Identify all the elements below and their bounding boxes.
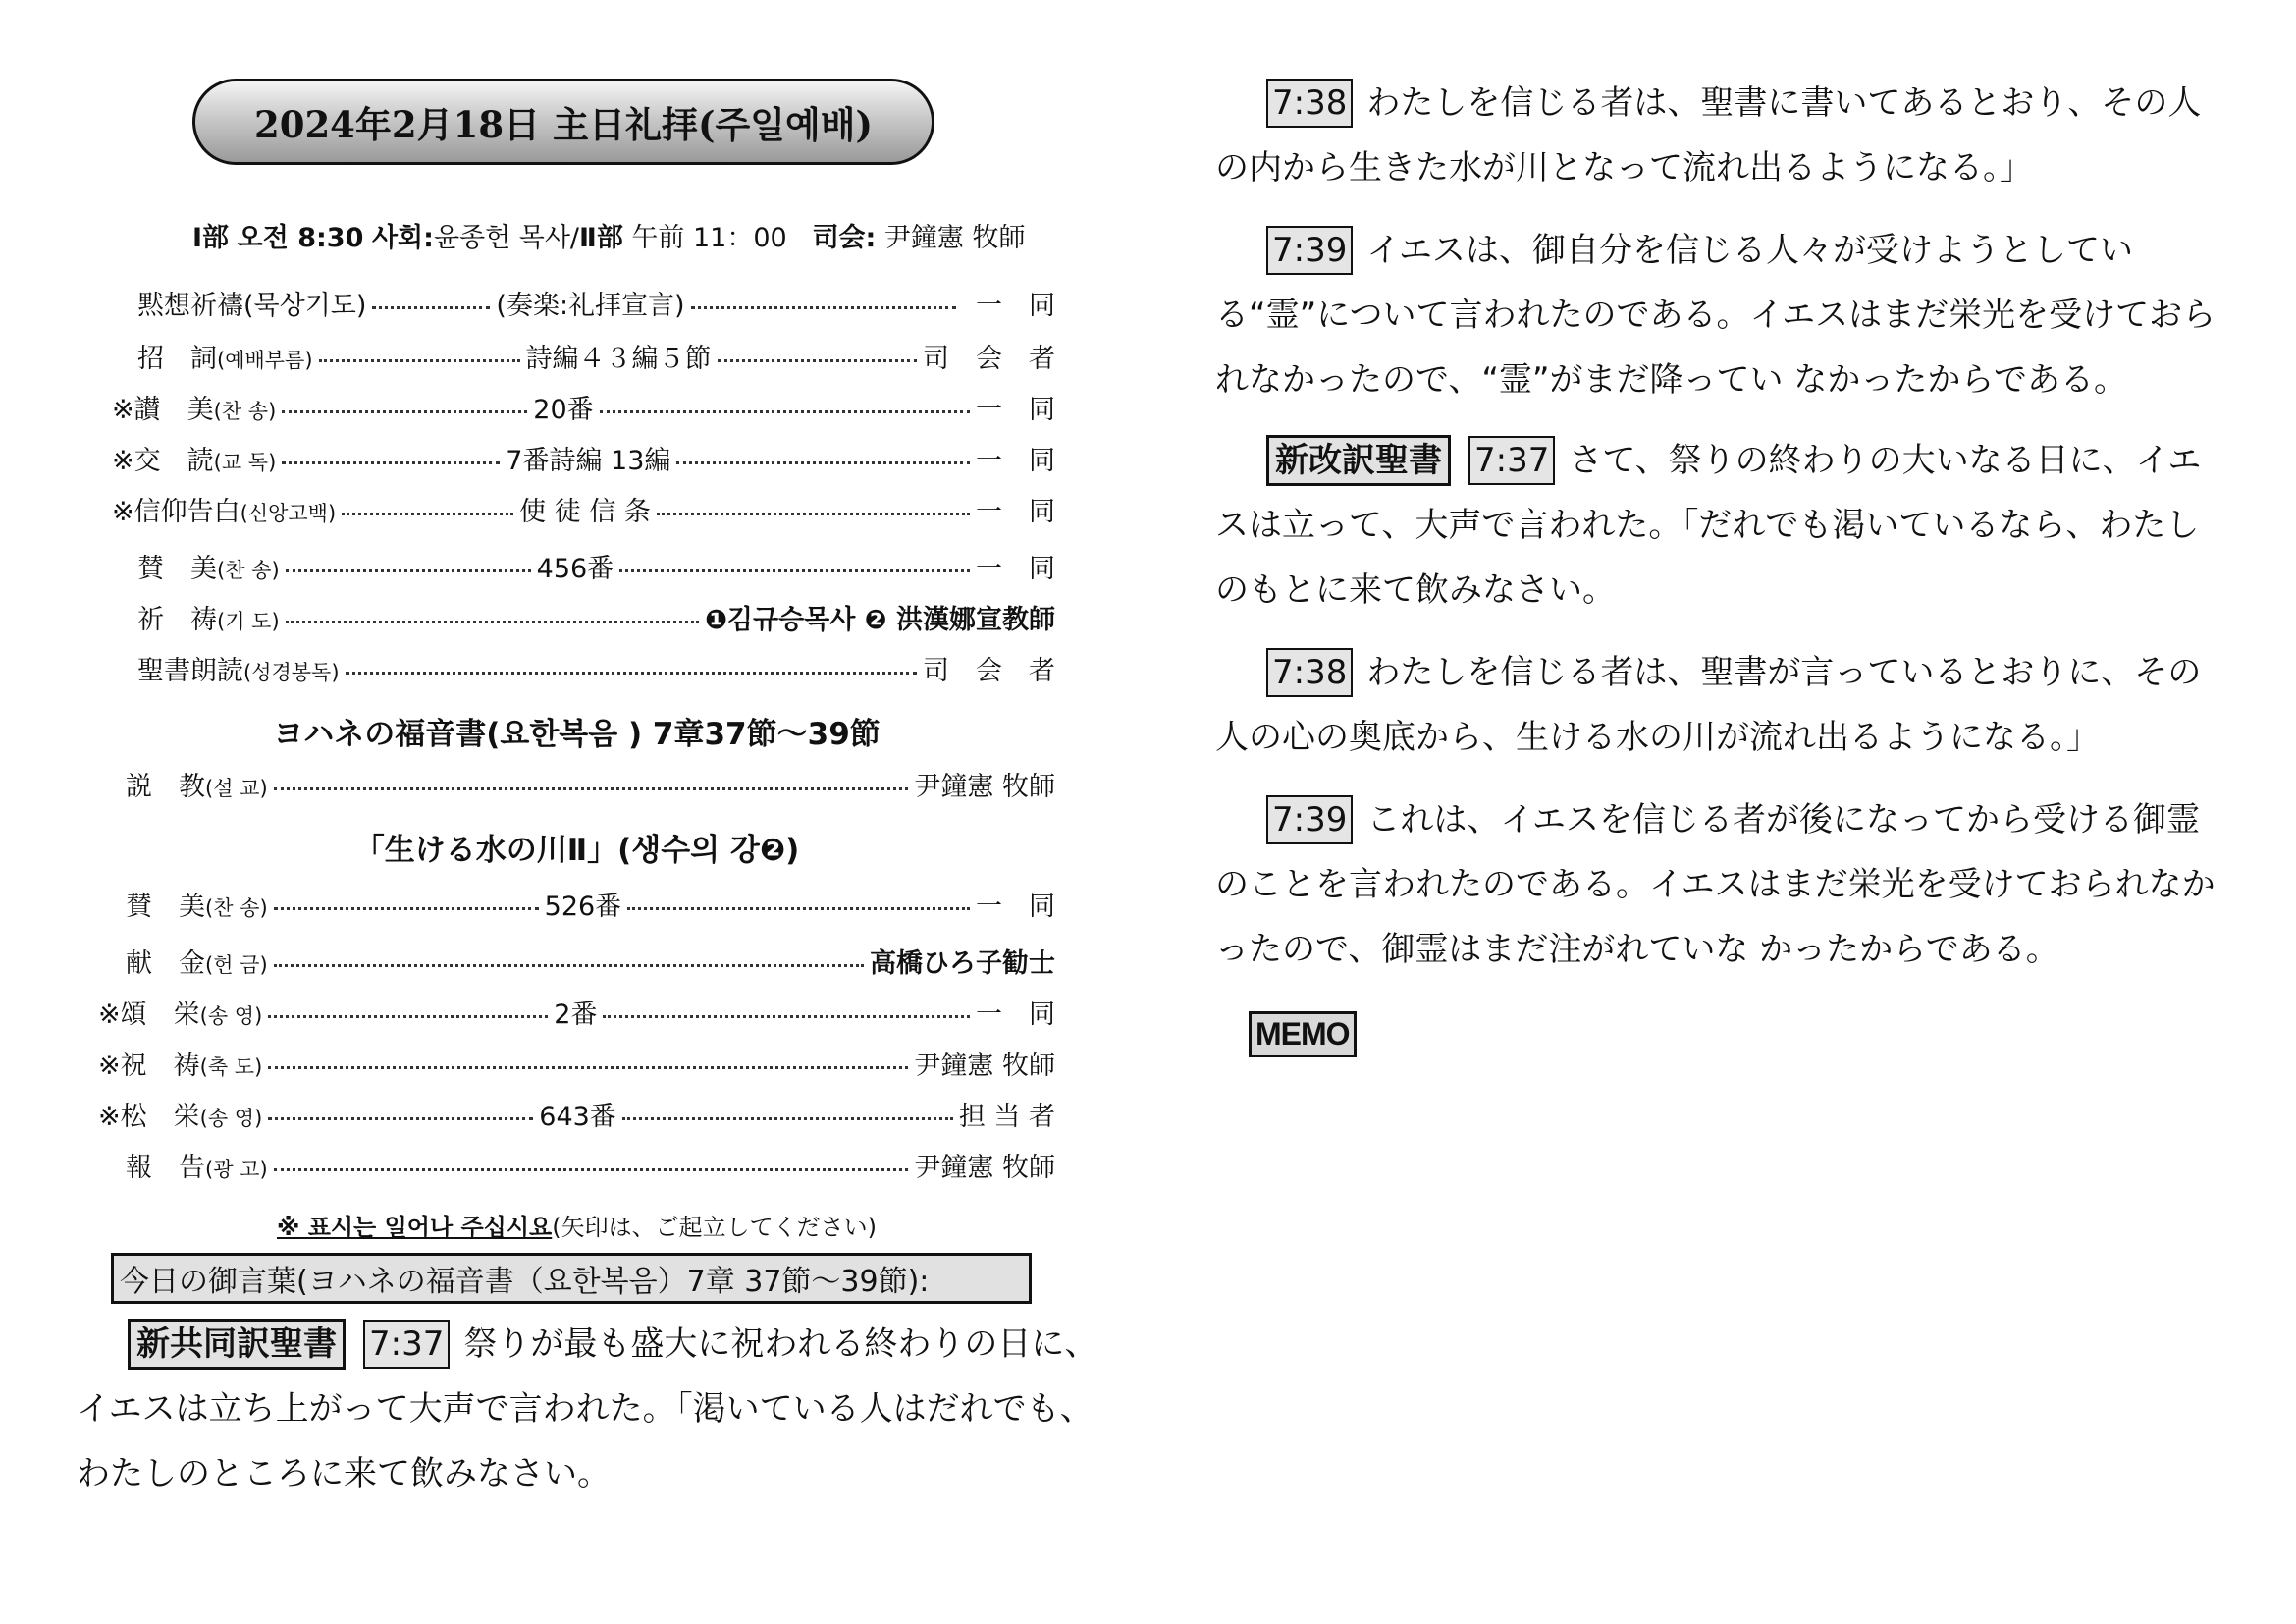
order-row xyxy=(98,646,1055,689)
order-label-kr: (광 고) xyxy=(205,1157,268,1181)
part1-host-label: 사회: xyxy=(371,223,434,253)
order-item: 7番詩編 13編 xyxy=(506,445,671,476)
part1-host: 윤종헌 목사/ xyxy=(433,223,580,253)
order-item: 526番 xyxy=(544,891,622,922)
order-leader: 一 同 xyxy=(976,290,1055,321)
order-label-kr: (헌 금) xyxy=(205,952,268,977)
verse-text: これは、イエスを信じる者が後になってから受ける御霊のことを言われたのである。イエスはまだ栄光を受けておられなかったので、御霊はまだ注がれていな かったからである。 xyxy=(1215,800,2216,969)
preacher: 尹鐘憲 牧師 xyxy=(914,771,1055,802)
order-label-kr: (송 영) xyxy=(199,1003,263,1028)
version-tag: 新共同訳聖書 xyxy=(128,1319,346,1370)
order-item: 456番 xyxy=(536,553,614,584)
order-label: 黙想祈禱 xyxy=(137,290,243,321)
verse-number: 7:37 xyxy=(363,1320,450,1369)
order-label: ※信仰告白 xyxy=(112,496,240,527)
verse-block xyxy=(1215,787,2216,982)
order-leader: 一 同 xyxy=(976,496,1055,527)
order-label-kr: (찬 송) xyxy=(213,399,277,423)
verse-block xyxy=(1215,428,2216,623)
order-item: 詩編４３編５節 xyxy=(525,343,712,374)
stand-note-jp: (矢印は、ご起立してください) xyxy=(552,1214,877,1241)
verse-block xyxy=(77,1312,1117,1506)
order-label: 聖書朗読 xyxy=(137,655,243,686)
order-row xyxy=(98,487,1055,530)
order-item: 643番 xyxy=(539,1101,616,1132)
verse-block xyxy=(1215,71,2216,200)
order-label-kr: (묵상기도) xyxy=(243,290,367,321)
order-leader: 一 同 xyxy=(976,891,1055,922)
order-leader: 高橋ひろ子勧士 xyxy=(870,947,1055,979)
order-label-kr: (찬 송) xyxy=(205,895,268,920)
order-row xyxy=(98,334,1055,377)
order-label: ※讃 美 xyxy=(112,394,214,425)
order-row xyxy=(98,882,1055,925)
order-label-kr: (예배부름) xyxy=(217,348,313,372)
order-leader: 尹鐘憲 牧師 xyxy=(914,1050,1055,1081)
order-row xyxy=(98,1092,1055,1135)
order-label: ※松 栄 xyxy=(98,1101,200,1132)
verse-number: 7:37 xyxy=(1468,436,1555,485)
order-leader: 一 同 xyxy=(976,394,1055,425)
order-leader: ❶김규승목사 ❷ 洪漢娜宣教師 xyxy=(705,604,1055,635)
verse-text: イエスは、御自分を信じる人々が受けようとしている“霊”について言われたのである。イエスはまだ栄光を受けておられなかったので、“霊”がまだ降ってい なかったからである。 xyxy=(1215,231,2216,400)
version-tag: 新改訳聖書 xyxy=(1266,435,1451,486)
order-label-kr: (기 도) xyxy=(217,609,280,633)
order-row xyxy=(98,436,1055,479)
sermon-label: 説 教 xyxy=(126,771,205,802)
order-label: 報 告 xyxy=(126,1152,205,1183)
part1-label: Ⅰ部 xyxy=(192,223,230,253)
sermon-title: 「生ける水の川Ⅱ」(생수의 강❷) xyxy=(353,833,800,868)
verse-text: わたしを信じる者は、聖書に書いてあるとおり、その人の内から生きた水が川となって流れ出るようになる。」 xyxy=(1215,83,2202,188)
order-item: 20番 xyxy=(533,394,594,425)
order-label-kr: (교 독) xyxy=(213,450,277,474)
order-leader: 一 同 xyxy=(976,999,1055,1030)
order-row xyxy=(98,544,1055,587)
order-label: ※交 読 xyxy=(112,445,214,476)
order-label-kr: (신앙고백) xyxy=(240,501,337,525)
order-row xyxy=(98,385,1055,428)
order-row xyxy=(98,595,1055,638)
order-row xyxy=(98,1041,1055,1084)
part2-time: 午前 11：00 xyxy=(631,223,787,253)
verse-number: 7:39 xyxy=(1266,226,1353,275)
order-leader: 一 同 xyxy=(976,553,1055,584)
verse-block xyxy=(1215,640,2216,770)
part2-label: Ⅱ部 xyxy=(579,223,623,253)
todays-word-heading: 今日の御言葉(ヨハネの福音書（요한복음）7章 37節～39節): xyxy=(111,1253,1032,1304)
verse-block xyxy=(1215,218,2216,412)
order-label: 賛 美 xyxy=(137,553,217,584)
order-leader: 一 同 xyxy=(976,445,1055,476)
order-row xyxy=(98,990,1055,1033)
order-leader: 尹鐘憲 牧師 xyxy=(914,1152,1055,1183)
order-row xyxy=(98,939,1055,982)
order-item: 使 徒 信 条 xyxy=(519,496,651,527)
order-label: 献 金 xyxy=(126,947,205,979)
service-times xyxy=(192,216,1037,254)
order-label: ※頌 栄 xyxy=(98,999,200,1030)
part2-host: 尹鐘憲 牧師 xyxy=(883,223,1026,253)
order-label: ※祝 祷 xyxy=(98,1050,200,1081)
part1-time: 오전 8:30 xyxy=(237,223,364,253)
order-label: 招 詞 xyxy=(137,343,217,374)
order-row xyxy=(98,1143,1055,1186)
stand-note-kr: ※ 표시는 일어나 주십시요 xyxy=(277,1214,553,1241)
order-label: 賛 美 xyxy=(126,891,205,922)
order-leader: 司 会 者 xyxy=(923,655,1055,686)
order-item: 2番 xyxy=(554,999,598,1030)
order-leader: 司 会 者 xyxy=(923,343,1055,374)
order-label-kr: (성경봉독) xyxy=(243,660,340,684)
verse-text: さて、祭りの終わりの大いなる日に、イエスは立って、大声で言われた。「だれでも渇いているなら、わたしのもとに来て飲みなさい。 xyxy=(1215,441,2202,610)
page-title: 2024年2月18日 主日礼拝(주일예배) xyxy=(192,79,934,165)
verse-number: 7:38 xyxy=(1266,648,1353,697)
sermon-label-kr: (설 교) xyxy=(205,776,268,800)
order-label-kr: (찬 송) xyxy=(217,558,280,582)
stand-note xyxy=(98,1208,1055,1242)
memo-label: MEMO xyxy=(1249,1011,1357,1057)
part2-host-label: 司会: xyxy=(812,223,877,253)
order-leader: 担 当 者 xyxy=(958,1101,1055,1132)
order-label-kr: (송 영) xyxy=(199,1106,263,1130)
sermon-row xyxy=(98,762,1055,805)
verse-text: 祭りが最も盛大に祝われる終わりの日に、イエスは立ち上がって大声で言われた。「渇いている人はだれでも、わたしのところに来て飲みなさい。 xyxy=(77,1325,1098,1493)
verse-text: わたしを信じる者は、聖書が言っているとおりに、その人の心の奥底から、生ける水の川が流れ出るようになる。」 xyxy=(1215,653,2202,757)
scripture-heading: ヨハネの福音書(요한복음 ) 7章37節～39節 xyxy=(273,717,881,752)
order-label: 祈 祷 xyxy=(137,604,217,635)
order-item: (奏楽:礼拝宣言) xyxy=(496,290,685,321)
verse-number: 7:38 xyxy=(1266,79,1353,128)
verse-number: 7:39 xyxy=(1266,795,1353,844)
order-row xyxy=(98,281,1055,324)
order-label-kr: (축 도) xyxy=(199,1055,263,1079)
